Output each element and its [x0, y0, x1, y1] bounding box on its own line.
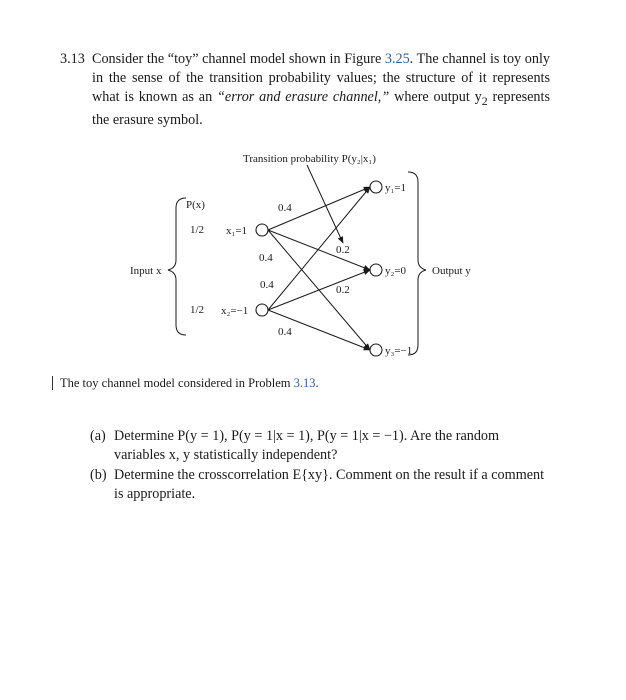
figure-title: Transition probability P(y₂|x₁) [243, 153, 376, 165]
part-b-text: Determine the crosscorrelation E{xy}. Comment on the result if a comment is appropriate. [114, 467, 545, 502]
edge-label-x2-y2: 0.2 [336, 284, 350, 296]
statement-text-a: Consider the “toy” channel model shown in Figure [92, 51, 385, 67]
statement-emphasis: “error and erasure channel,” [217, 89, 390, 105]
node-y2 [370, 264, 382, 276]
figure-caption [52, 376, 319, 390]
part-a-text: Determine P(y = 1), P(y = 1|x = 1), P(y = 1|x = −1). Are the random variables x, y statistically independent? [114, 428, 500, 463]
edge-x2-y2 [268, 270, 370, 310]
part-b-label: (b) [90, 467, 107, 483]
edge-label-x1-y1: 0.4 [278, 202, 292, 214]
y3-label: y₃=−1 [385, 345, 413, 357]
caption-end: . [315, 376, 319, 390]
part-b [90, 466, 550, 504]
edge-label-x2-y1: 0.4 [260, 279, 274, 291]
edge-label-x1-y3: 0.4 [259, 252, 273, 264]
y2-label: y₂=0 [385, 265, 407, 277]
problem-statement [60, 50, 550, 130]
px-label: P(x) [186, 199, 205, 211]
problem-3-13 [60, 50, 550, 130]
problem-number: 3.13 [60, 51, 85, 67]
input-brace [168, 198, 186, 335]
node-y1 [370, 181, 382, 193]
prob-bottom: 1/2 [190, 304, 205, 316]
node-x1 [256, 224, 268, 236]
output-brace [408, 172, 426, 355]
statement-text-c: where output y [389, 89, 482, 105]
node-y3 [370, 344, 382, 356]
x1-label: x₁=1 [226, 225, 248, 237]
channel-diagram [0, 140, 626, 375]
edge-label-x2-y3: 0.4 [278, 326, 292, 338]
input-label: Input x [130, 265, 162, 277]
part-a [90, 427, 550, 465]
title-pointer-arrow [307, 165, 343, 243]
caption-problem-link[interactable]: 3.13 [293, 376, 316, 390]
statement-text-b: . The channel is toy only in the sense of the transition probability values; the structure of it represents what is known as an [92, 51, 550, 105]
part-a-label: (a) [90, 428, 106, 444]
caption-text: The toy channel model considered in Problem [60, 376, 294, 390]
node-x2 [256, 304, 268, 316]
channel-figure [0, 140, 626, 375]
y1-label: y₁=1 [385, 182, 407, 194]
prob-top: 1/2 [190, 224, 205, 236]
output-label: Output y [432, 265, 471, 277]
figure-link[interactable]: 3.25 [384, 51, 410, 67]
problem-parts [90, 427, 550, 505]
statement-subscript: 2 [481, 93, 488, 108]
x2-label: x₂=−1 [221, 305, 249, 317]
edge-x1-y2 [268, 230, 370, 270]
statement-text-d: represents the erasure symbol. [92, 89, 550, 128]
edge-label-x1-y2: 0.2 [336, 244, 350, 256]
